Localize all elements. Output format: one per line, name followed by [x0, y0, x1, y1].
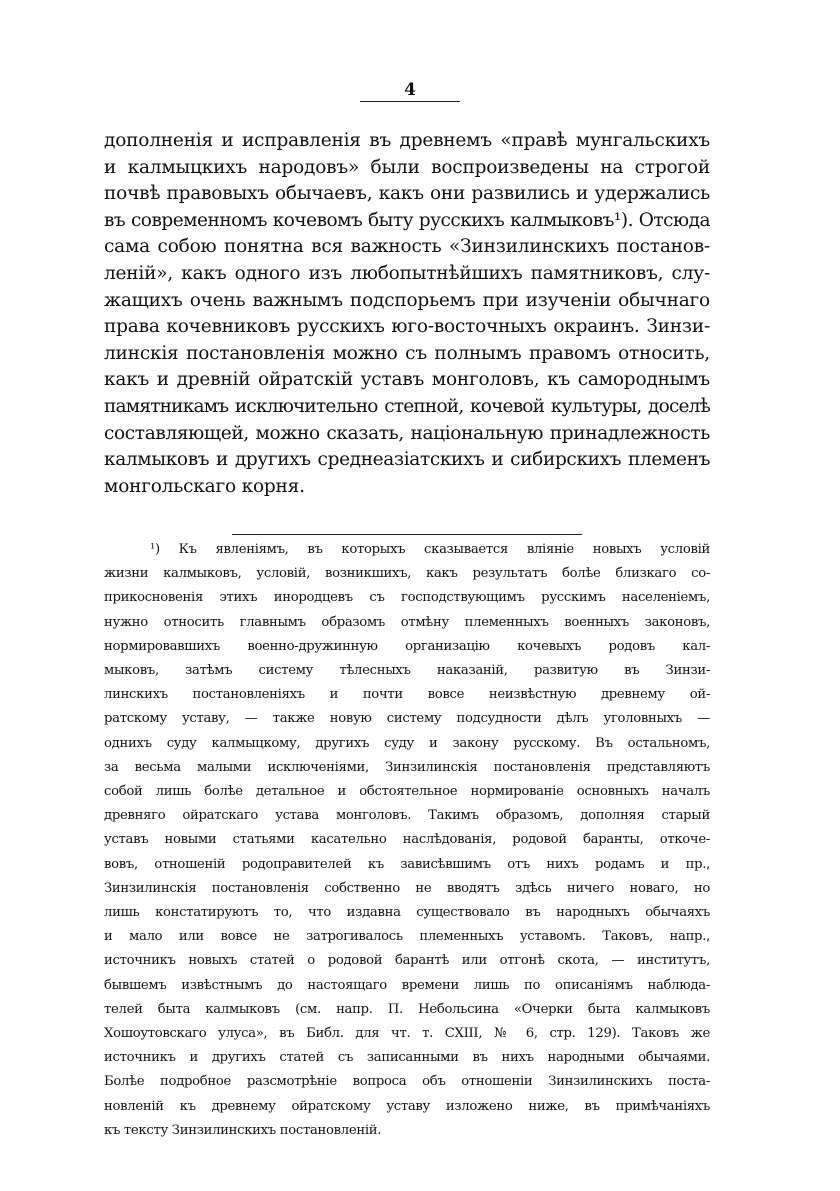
page-number-rule: [360, 101, 460, 102]
text-line: памятникамъ исключительно степной, кочевой культуры, доселѣ: [104, 395, 710, 417]
footnote-line: мыковъ, затѣмъ систему тѣлесныхъ наказаній, развитую въ Зинзи-: [104, 663, 710, 679]
main-text: [104, 128, 710, 500]
text-line: составляющей, можно сказать, національную принадлежность: [104, 422, 710, 444]
footnote-line: ратскому уставу, — также новую систему подсудности дѣлъ уголовныхъ —: [104, 711, 710, 727]
footnote-line: собой лишь болѣе детальное и обстоятельное нормированіе основныхъ началъ: [104, 784, 710, 800]
footnote-line: ¹) Къ явленіямъ, въ которыхъ сказывается вліяніе новыхъ условій: [150, 542, 710, 557]
footnote-line: вовъ, отношеній родоправителей къ зависѣвшимъ отъ нихъ родамъ и пр.,: [104, 856, 710, 872]
footnote-separator: [232, 534, 582, 535]
footnote-line: къ тексту Зинзилинскихъ постановленій.: [104, 1122, 382, 1138]
text-line: калмыковъ и другихъ среднеазіатскихъ и сибирскихъ племенъ: [104, 449, 710, 471]
footnote: [104, 538, 710, 1143]
footnote-line: нужно относить главнымъ образомъ отмѣну племенныхъ военныхъ законовъ,: [104, 614, 710, 630]
footnote-line: лишь констатируютъ то, что издавна существовало въ народныхъ обычаяхъ: [104, 905, 710, 921]
footnote-line: источникъ новыхъ статей о родовой барантѣ или отгонѣ скота, — институтъ,: [104, 953, 710, 969]
footnote-line: и мало или вовсе не затрогивалось племенныхъ уставомъ. Таковъ, напр.,: [104, 929, 710, 945]
text-line: жащихъ очень важнымъ подспорьемъ при изученіи обычнаго: [104, 289, 710, 311]
text-line: права кочевниковъ русскихъ юго-восточныхъ окраинъ. Зинзи-: [104, 316, 710, 338]
footnote-line: бывшемъ извѣстнымъ до настоящаго времени лишь по описаніямъ наблюда-: [104, 977, 710, 993]
text-line: какъ и древній ойратскій уставъ монголовъ, къ самороднымъ: [104, 369, 710, 391]
footnote-line: телей быта калмыковъ (см. напр. П. Небольсина «Очерки быта калмыковъ: [104, 1001, 710, 1017]
text-line: и калмыцкихъ народовъ» были воспроизведены на строгой: [104, 156, 710, 178]
footnote-line: древняго ойратскаго устава монголовъ. Такимъ образомъ, дополняя старый: [104, 808, 710, 824]
text-line: леній», какъ одного изъ любопытнѣйшихъ памятниковъ, слу-: [104, 262, 710, 284]
page-number: 4: [404, 80, 416, 100]
footnote-line: за весьма малыми исключеніями, Зинзилинскія постановленія представляютъ: [104, 759, 710, 775]
text-line: въ современномъ кочевомъ быту русскихъ калмыковъ¹). Отсюда: [104, 209, 710, 231]
footnote-line: линскихъ постановленіяхъ и почти вовсе неизвѣстную древнему ой-: [104, 687, 710, 703]
text-line: сама собою понятна вся важность «Зинзилинскихъ постанов-: [104, 236, 710, 258]
footnote-line: источникъ и другихъ статей съ записанными въ нихъ народными обычаями.: [104, 1050, 710, 1066]
footnote-line: новленій къ древнему ойратскому уставу изложено ниже, въ примѣчаніяхъ: [104, 1098, 710, 1114]
text-line: почвѣ правовыхъ обычаевъ, какъ они развились и удержались: [104, 183, 710, 205]
text-line: дополненія и исправленія въ древнемъ «правѣ мунгальскихъ: [104, 130, 710, 151]
text-line: линскія постановленія можно съ полнымъ правомъ относить,: [104, 342, 710, 364]
footnote-line: Хошоутовскаго улуса», въ Библ. для чт. т. CXIII, № 6, стр. 129). Таковъ же: [104, 1026, 710, 1042]
footnote-line: Болѣе подробное разсмотрѣніе вопроса объ отношеніи Зинзилинскихъ поста-: [104, 1074, 710, 1090]
footnote-line: нормировавшихъ военно-дружинную организацію кочевыхъ родовъ кал-: [104, 638, 710, 654]
text-line: монгольскаго корня.: [104, 475, 305, 497]
footnote-line: уставъ новыми статьями касательно наслѣдованія, родовой баранты, откоче-: [104, 832, 710, 848]
footnote-line: Зинзилинскія постановленія собственно не вводятъ здѣсь ничего новаго, но: [104, 880, 710, 896]
footnote-line: жизни калмыковъ, условій, возникшихъ, какъ результатъ болѣе близкаго со-: [104, 566, 710, 582]
footnote-line: однихъ суду калмыцкому, другихъ суду и закону русскому. Въ остальномъ,: [104, 735, 710, 751]
footnote-line: прикосновенія этихъ инородцевъ съ господствующимъ русскимъ населеніемъ,: [104, 590, 710, 606]
